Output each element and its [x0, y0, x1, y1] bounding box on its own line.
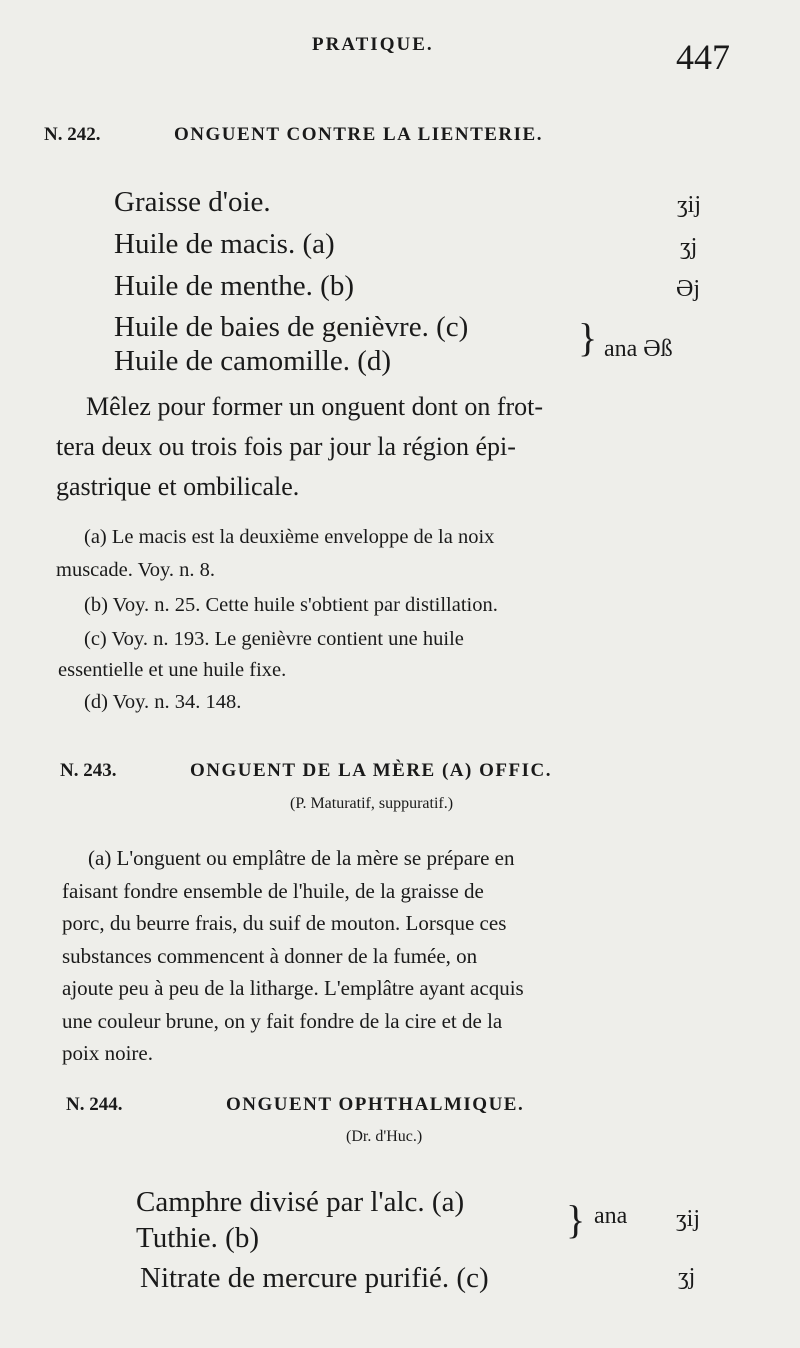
ingredient-name: Camphre divisé par l'alc. (a) — [136, 1186, 465, 1218]
ingredient-name: Nitrate de mercure purifié. (c) — [140, 1262, 489, 1294]
footnote-line: (a) Le macis est la deuxième enveloppe de la noix — [84, 526, 495, 548]
ingredient-name: Huile de camomille. (d) — [114, 345, 392, 377]
instruction-line: tera deux ou trois fois par jour la région épi- — [56, 432, 516, 461]
ingredient-name: Huile de macis. (a) — [114, 228, 335, 260]
section-title-242: ONGUENT CONTRE LA LIENTERIE. — [174, 124, 543, 145]
section-subtitle-243: (P. Maturatif, suppuratif.) — [290, 795, 454, 812]
section-number-243: N. 243. — [60, 760, 117, 781]
ingredient-qty: ʒj — [680, 234, 698, 260]
footnote-line: ajoute peu à peu de la litharge. L'emplâtre ayant acquis — [62, 976, 524, 1000]
footnote-line: muscade. Voy. n. 8. — [56, 559, 216, 581]
brace-symbol: } — [566, 1197, 586, 1242]
footnote-line: (d) Voy. n. 34. 148. — [84, 691, 242, 713]
combined-qty: ʒij — [676, 1206, 700, 1232]
footnote-line: (b) Voy. n. 25. Cette huile s'obtient par distillation. — [84, 594, 498, 616]
footnote-line: substances commencent à donner de la fumée, on — [62, 943, 478, 968]
ingredient-qty: ʒj — [678, 1264, 696, 1290]
instruction-line: gastrique et ombilicale. — [56, 472, 300, 501]
section-title-243: ONGUENT DE LA MÈRE (A) OFFIC. — [190, 760, 552, 781]
ingredient-name: Tuthie. (b) — [136, 1222, 259, 1254]
footnote-line: faisant fondre ensemble de l'huile, de la graisse de — [62, 878, 484, 903]
footnote-paragraph — [62, 842, 752, 1070]
footnote-line: (a) L'onguent ou emplâtre de la mère se prépare en — [88, 846, 515, 870]
instruction-line: Mêlez pour former un onguent dont on frot- — [86, 392, 544, 421]
footnote-line: une couleur brune, on y fait fondre de la cire et de la — [62, 1008, 503, 1033]
ingredient-name: Graisse d'oie. — [114, 186, 271, 218]
ingredient-qty: ʒij — [677, 192, 701, 218]
footnote-line: (c) Voy. n. 193. Le genièvre contient une huile — [84, 628, 464, 650]
ingredient-name: Huile de menthe. (b) — [114, 270, 354, 302]
footnote-line: essentielle et une huile fixe. — [58, 659, 287, 681]
section-number-244: N. 244. — [66, 1094, 123, 1115]
section-number-242: N. 242. — [44, 124, 101, 145]
section-title-244: ONGUENT OPHTHALMIQUE. — [226, 1094, 525, 1115]
running-head: PRATIQUE. — [312, 34, 434, 55]
combined-qty: ana Əß — [604, 336, 673, 362]
ingredient-name: Huile de baies de genièvre. (c) — [114, 311, 469, 343]
footnote-line: porc, du beurre frais, du suif de mouton. Lorsque ces — [62, 911, 507, 935]
page-number: 447 — [676, 37, 730, 77]
combined-label: ana — [594, 1203, 628, 1229]
ingredient-qty: Əj — [676, 276, 700, 302]
section-subtitle-244: (Dr. d'Huc.) — [346, 1128, 423, 1145]
brace-symbol: } — [578, 315, 598, 360]
footnote-line: poix noire. — [62, 1041, 153, 1065]
